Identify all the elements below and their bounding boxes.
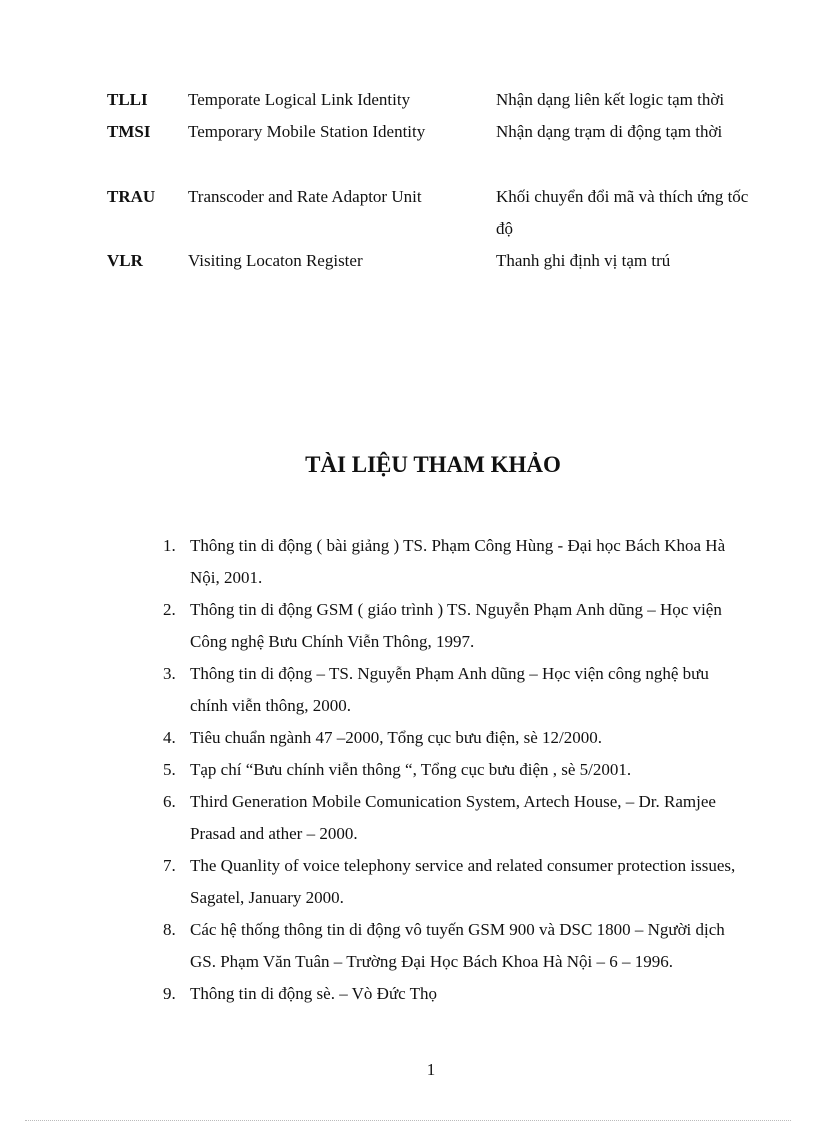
reference-number: 3. (163, 664, 176, 683)
references-list (0, 530, 816, 1010)
reference-item (0, 722, 816, 754)
reference-number: 4. (163, 728, 176, 747)
reference-item (0, 978, 816, 1010)
abbreviation-vietnamese: Thanh ghi định vị tạm trú (496, 251, 671, 270)
reference-item (0, 754, 816, 786)
reference-item (0, 850, 816, 914)
reference-number: 7. (163, 856, 176, 875)
reference-number: 2. (163, 600, 176, 619)
reference-text: Thông tin di động GSM ( giáo trình ) TS. Nguyễn Phạm Anh dũng – Học viện Công nghệ Bưu Chính Viễn Thông, 1997. (190, 600, 722, 651)
reference-number: 6. (163, 792, 176, 811)
reference-item (0, 594, 816, 658)
reference-text: Thông tin di động sè. – Vò Đức Thọ (190, 984, 438, 1003)
abbreviation-english: Visiting Locaton Register (188, 251, 363, 270)
abbreviation-english: Temporate Logical Link Identity (188, 90, 411, 109)
reference-number: 5. (163, 760, 176, 779)
reference-item (0, 530, 816, 594)
reference-number: 9. (163, 984, 176, 1003)
abbreviation-code: TLLI (107, 90, 148, 109)
references-heading: TÀI LIỆU THAM KHẢO (305, 452, 561, 477)
reference-text: Thông tin di động ( bài giảng ) TS. Phạm Công Hùng - Đại học Bách Khoa Hà Nội, 2001. (190, 536, 726, 587)
abbreviation-english: Temporary Mobile Station Identity (188, 122, 426, 141)
reference-text: Tạp chí “Bưu chính viễn thông “, Tổng cục bưu điện , sè 5/2001. (190, 760, 632, 779)
reference-text: Thông tin di động – TS. Nguyễn Phạm Anh dũng – Học viện công nghệ bưu chính viễn thông, 2000. (190, 664, 709, 715)
reference-number: 8. (163, 920, 176, 939)
reference-item (0, 914, 816, 978)
abbreviation-code: TMSI (107, 122, 151, 141)
abbreviation-vietnamese: Khối chuyển đổi mã và thích ứng tốc độ (496, 187, 749, 238)
reference-item (0, 658, 816, 722)
reference-item (0, 786, 816, 850)
reference-text: The Quanlity of voice telephony service and related consumer protection issues, Sagatel, January 2000. (190, 856, 736, 907)
reference-number: 1. (163, 536, 176, 555)
abbreviation-english: Transcoder and Rate Adaptor Unit (188, 187, 422, 206)
abbreviation-vietnamese: Nhận dạng trạm di động tạm thời (496, 122, 723, 141)
abbreviation-vietnamese: Nhận dạng liên kết logic tạm thời (496, 90, 725, 109)
page-bottom-divider (25, 1120, 791, 1121)
reference-text: Third Generation Mobile Comunication System, Artech House, – Dr. Ramjee Prasad and ather – 2000. (190, 792, 716, 843)
page-number: 1 (426, 1060, 436, 1079)
reference-text: Các hệ thống thông tin di động vô tuyến GSM 900 và DSC 1800 – Người dịch GS. Phạm Văn Tuân – Trường Đại Học Bách Khoa Hà Nội – 6 – 1996. (190, 920, 725, 971)
reference-text: Tiêu chuẩn ngành 47 –2000, Tổng cục bưu điện, sè 12/2000. (190, 728, 602, 747)
abbreviation-code: TRAU (107, 187, 156, 206)
abbreviation-code: VLR (107, 251, 143, 270)
